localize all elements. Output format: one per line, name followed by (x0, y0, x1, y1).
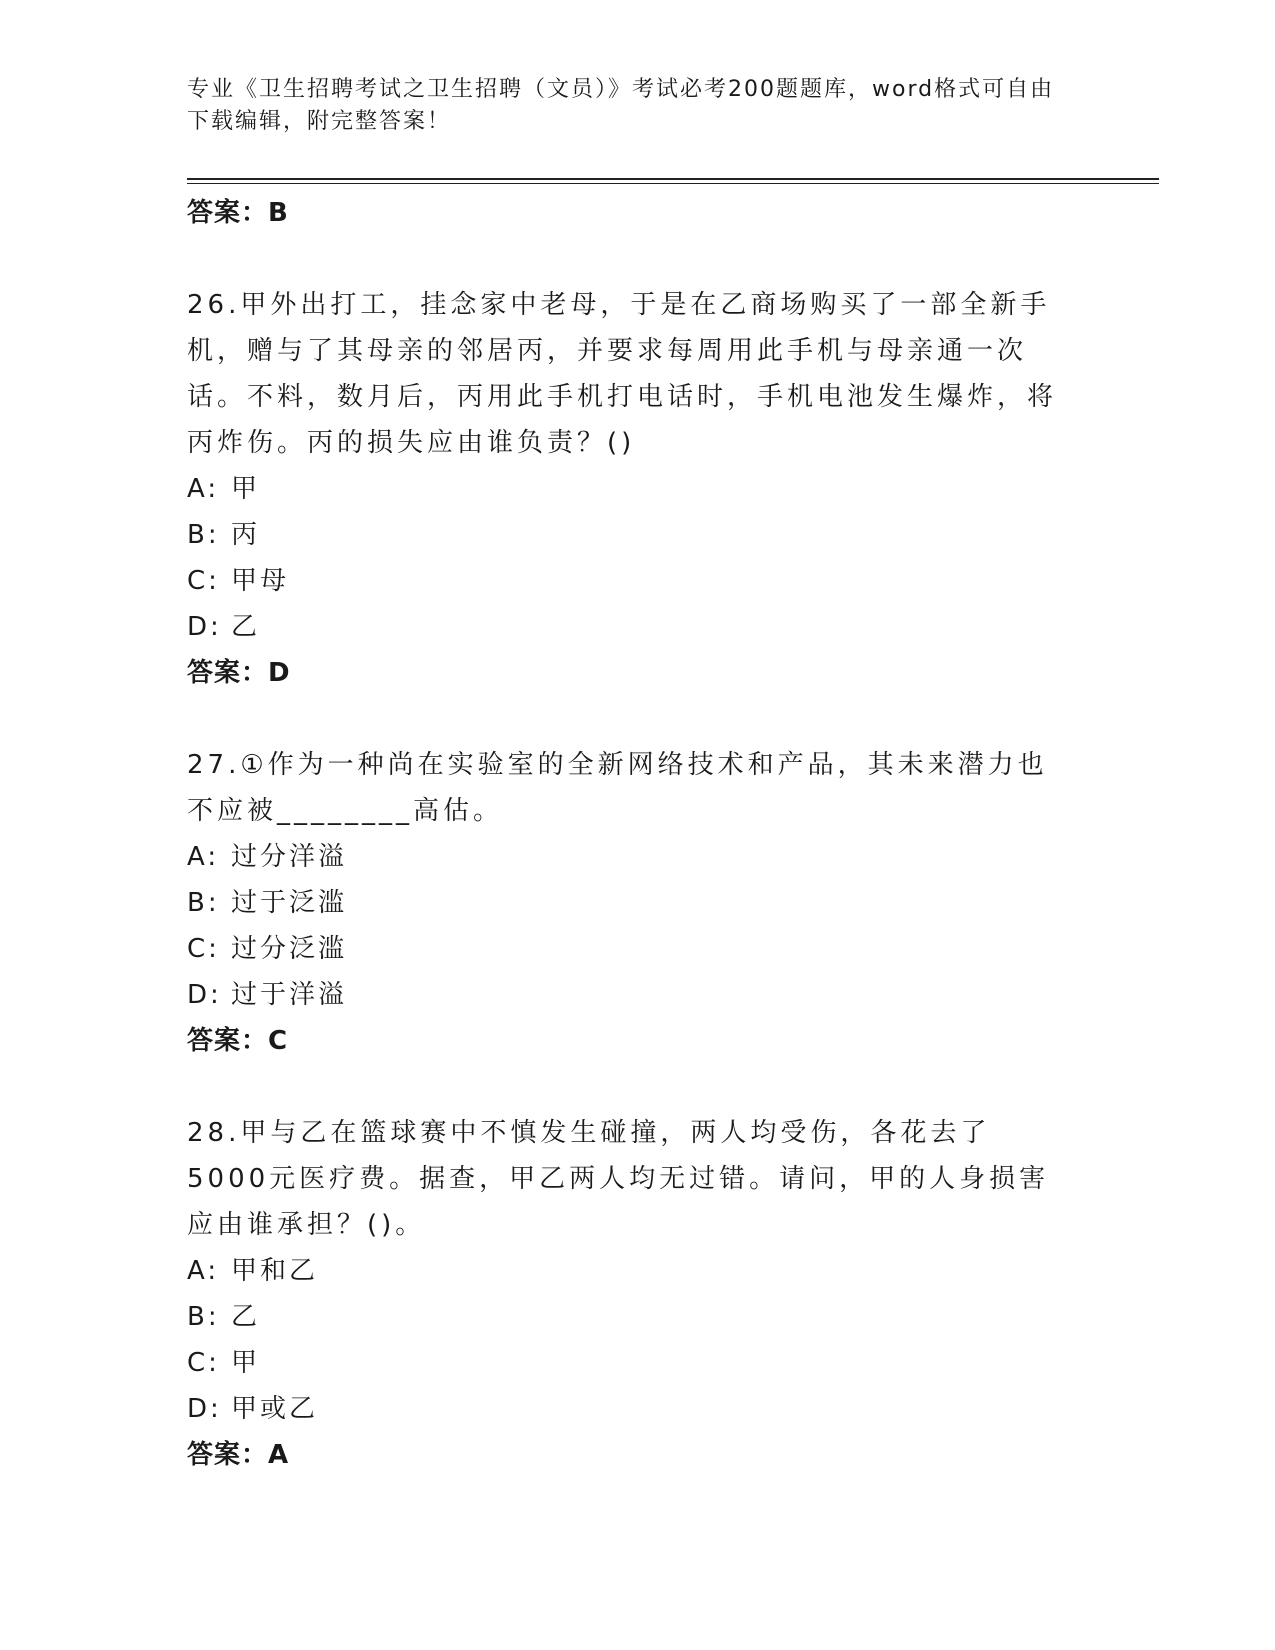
option-c: C: 甲母 (187, 566, 290, 596)
answer-line: 答案：D (187, 658, 291, 688)
header-rule-thin (187, 183, 1159, 184)
option-b: B: 丙 (187, 520, 261, 550)
answer-line: 答案：A (187, 1440, 290, 1470)
option-b: B: 过于泛滥 (187, 888, 348, 918)
answer-line: 答案：C (187, 1026, 289, 1056)
option-d: D: 甲或乙 (187, 1394, 319, 1424)
option-d: D: 乙 (187, 612, 261, 642)
option-c: C: 过分泛滥 (187, 934, 348, 964)
question-text: 28.甲与乙在篮球赛中不慎发生碰撞，两人均受伤，各花去了5000元医疗费。据查，甲乙两人均无过错。请问，甲的人身损害应由谁承担？()。 (187, 1118, 1050, 1240)
option-b: B: 乙 (187, 1302, 261, 1332)
question-block (187, 742, 1087, 1064)
document-header: 专业《卫生招聘考试之卫生招聘（文员）》考试必考200题题库，word格式可自由下载编辑，附完整答案！ (187, 77, 1055, 134)
question-text: 27.①作为一种尚在实验室的全新网络技术和产品，其未来潜力也不应被________高估。 (187, 750, 1048, 826)
option-c: C: 甲 (187, 1348, 261, 1378)
question-list (187, 190, 1087, 1478)
header-rule-thick (187, 178, 1159, 180)
option-a: A: 甲和乙 (187, 1256, 319, 1286)
option-a: A: 甲 (187, 474, 261, 504)
answer-line: 答案：B (187, 198, 289, 228)
question-text: 26.甲外出打工，挂念家中老母，于是在乙商场购买了一部全新手机，赠与了其母亲的邻居丙，并要求每周用此手机与母亲通一次话。不料，数月后，丙用此手机打电话时，手机电池发生爆炸，将丙炸伤。丙的损失应由谁负责？() (187, 290, 1058, 458)
option-d: D: 过于洋溢 (187, 980, 348, 1010)
question-block (187, 282, 1087, 696)
question-block (187, 1110, 1087, 1478)
option-a: A: 过分洋溢 (187, 842, 348, 872)
